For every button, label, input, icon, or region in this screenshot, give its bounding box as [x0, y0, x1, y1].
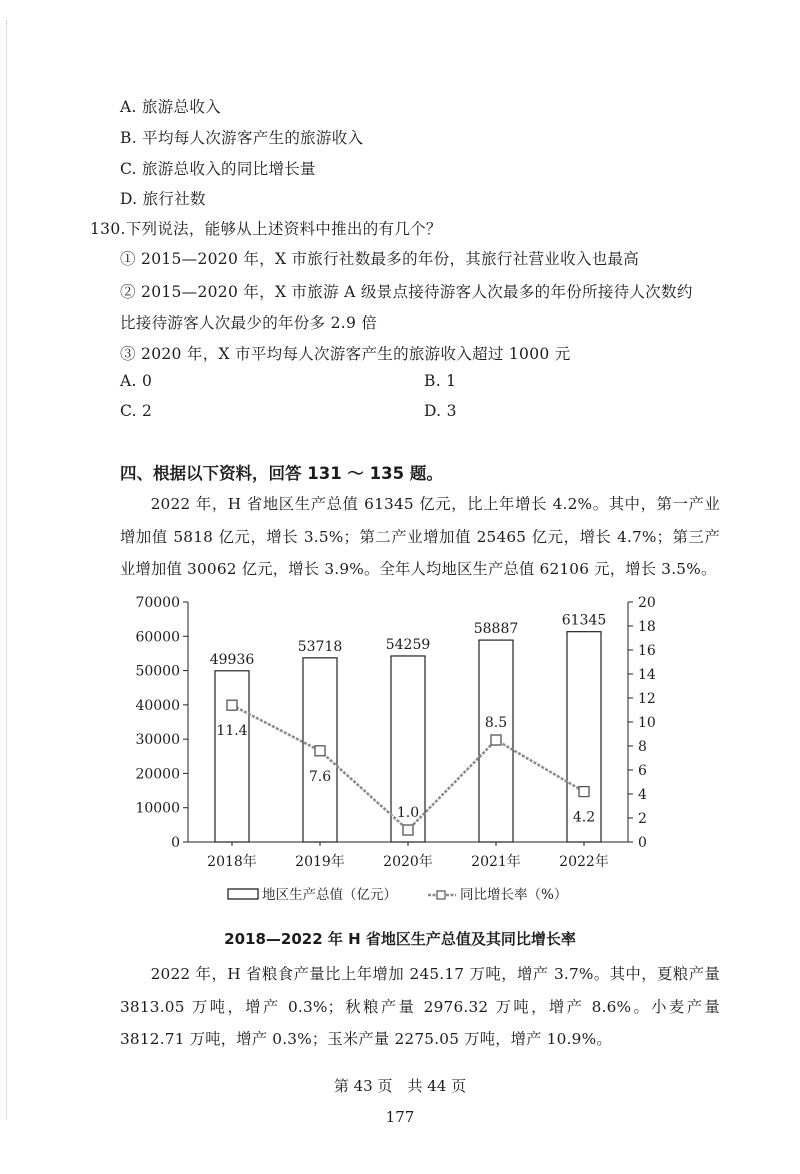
growth-rate-label: 7.6: [308, 768, 332, 785]
growth-rate-label: 11.4: [216, 723, 248, 740]
gdp-bar: [215, 671, 249, 842]
right-tick-label: 6: [638, 763, 647, 779]
q130-option-c: C. 2: [120, 402, 153, 420]
gdp-bar-label: 53718: [297, 638, 343, 655]
section-paragraph: 2022 年，H 省地区生产总值 61345 亿元，比上年增长 4.2%。其中，第一产业增加值 5818 亿元，增长 3.5%；第二产业增加值 25465 亿元，增长 4.7%；第三产业增加值 30062 亿元，增长 3.9%。全年人均地区生产总值 62106 元，增长 3.5%。: [120, 495, 720, 578]
statement-2-continued: 比接待游客人次最少的年份多 2.9 倍: [120, 314, 378, 332]
gdp-bar-label: 49936: [209, 651, 255, 668]
legend-bar-swatch: [228, 889, 258, 899]
x-tick-label: 2022年: [559, 854, 609, 870]
section-heading: 四、根据以下资料，回答 131 ～ 135 题。: [120, 464, 443, 483]
left-tick-label: 40000: [135, 697, 180, 714]
option-a: A. 旅游总收入: [120, 98, 221, 116]
chart-title: 2018—2022 年 H 省地区生产总值及其同比增长率: [224, 930, 576, 948]
x-tick-label: 2021年: [471, 854, 521, 870]
gdp-bar-label: 58887: [473, 621, 519, 638]
option-b: B. 平均每人次游客产生的旅游收入: [120, 129, 364, 147]
growth-rate-label: 1.0: [396, 805, 420, 821]
growth-rate-marker: [227, 700, 237, 710]
legend-line-marker: [437, 891, 445, 899]
growth-rate-marker: [579, 787, 589, 797]
right-tick-label: 12: [638, 691, 656, 707]
right-tick-label: 14: [638, 667, 656, 683]
left-tick-label: 60000: [135, 629, 180, 646]
q130-option-a: A. 0: [120, 372, 153, 390]
grain-paragraph: 2022 年，H 省粮食产量比上年增加 245.17 万吨，增产 3.7%。其中，夏粮产量 3813.05 万吨，增产 0.3%；秋粮产量 2976.32 万吨，增产 8.6%。小麦产量 3812.71 万吨，增产 0.3%；玉米产量 2275.05 万吨，增产 10.9%。: [120, 965, 720, 1048]
right-tick-label: 0: [638, 835, 647, 851]
right-tick-label: 4: [638, 787, 647, 803]
x-tick-label: 2019年: [295, 854, 345, 870]
statement-1: ① 2015—2020 年，X 市旅行社数最多的年份，其旅行社营业收入也最高: [120, 250, 640, 268]
statement-2: ② 2015—2020 年，X 市旅游 A 级景点接待游客人次最多的年份所接待人次数约: [120, 283, 693, 301]
right-tick-label: 16: [638, 643, 656, 659]
page-number: 177: [385, 1108, 415, 1126]
option-d: D. 旅行社数: [120, 190, 206, 208]
right-tick-label: 2: [638, 811, 647, 827]
question-130-stem: 130.下列说法，能够从上述资料中推出的有几个？: [90, 220, 442, 238]
q130-option-d: D. 3: [424, 402, 457, 420]
growth-rate-label: 4.2: [572, 809, 596, 826]
q130-option-b: B. 1: [424, 372, 457, 390]
legend-bar-label: 地区生产总值（亿元）: [262, 887, 397, 903]
right-tick-label: 8: [638, 739, 647, 755]
x-tick-label: 2020年: [383, 854, 433, 870]
right-tick-label: 18: [638, 619, 656, 635]
left-tick-label: 50000: [135, 663, 180, 680]
page-info: 第 43 页 共 44 页: [333, 1077, 467, 1095]
x-tick-label: 2018年: [207, 854, 257, 870]
binding-margin-line: [6, 20, 7, 1120]
right-tick-label: 10: [638, 715, 656, 731]
option-c: C. 旅游总收入的同比增长量: [120, 160, 316, 178]
growth-rate-marker: [403, 825, 413, 835]
left-tick-label: 30000: [135, 732, 180, 749]
left-tick-label: 0: [171, 835, 180, 851]
growth-rate-label: 8.5: [484, 715, 508, 731]
left-tick-label: 10000: [135, 800, 180, 817]
growth-rate-marker: [491, 735, 501, 745]
gdp-bar-label: 54259: [385, 636, 431, 653]
gdp-bar-label: 61345: [561, 612, 607, 629]
gdp-chart: [0, 590, 800, 930]
left-tick-label: 70000: [135, 595, 180, 611]
left-tick-label: 20000: [135, 766, 180, 783]
statement-3: ③ 2020 年，X 市平均每人次游客产生的旅游收入超过 1000 元: [120, 345, 571, 363]
growth-rate-marker: [315, 746, 325, 756]
right-tick-label: 20: [638, 595, 656, 611]
legend-line-label: 同比增长率（%）: [460, 887, 568, 903]
